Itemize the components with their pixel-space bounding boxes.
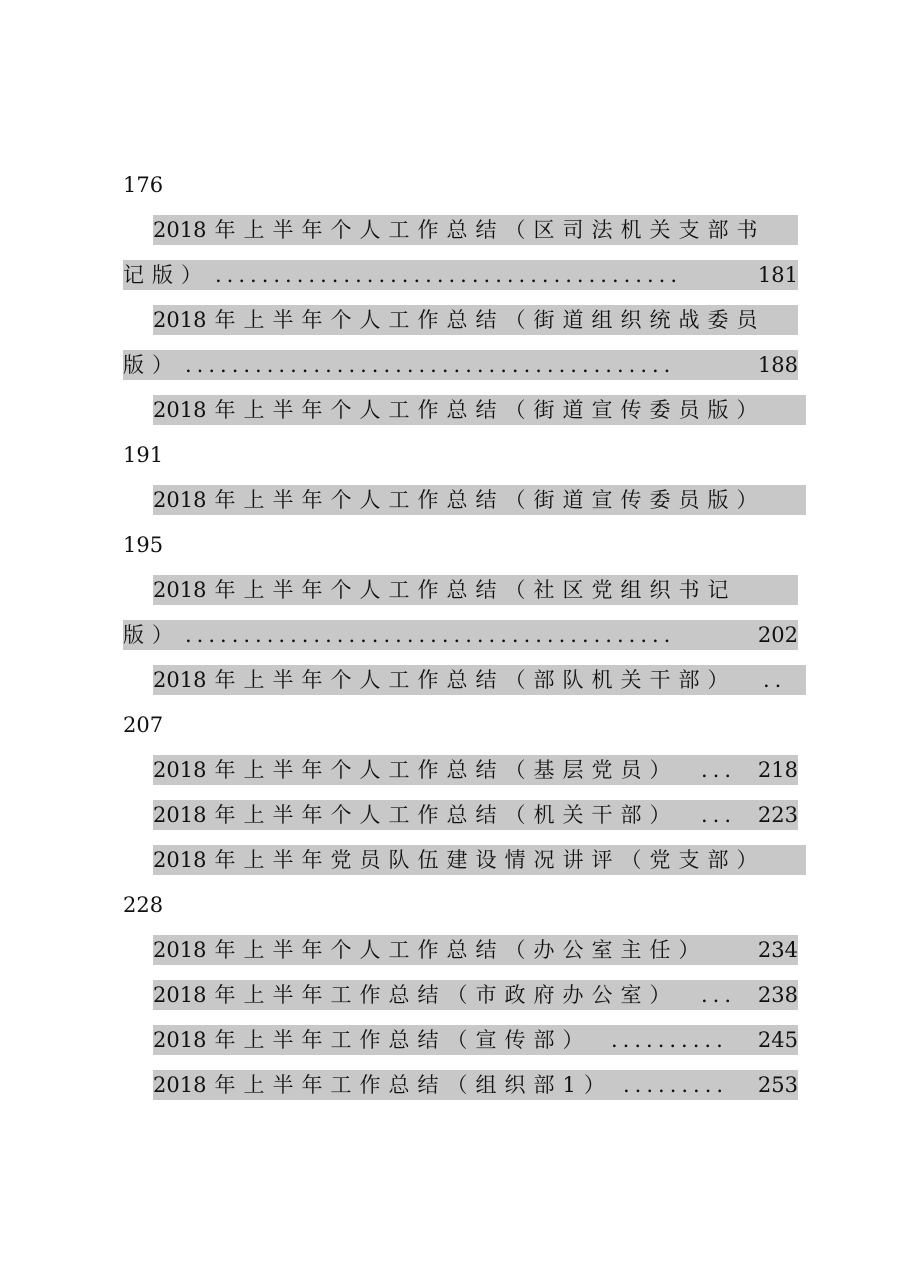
toc-year: 2018 xyxy=(153,758,207,782)
toc-title: 年上半年工作总结（组织部1） xyxy=(214,1073,613,1097)
toc-title: 年上半年个人工作总结（办公室主任） xyxy=(214,938,708,962)
toc-dot-leader: ... xyxy=(701,758,737,782)
toc-page-number: 181 xyxy=(757,263,798,287)
toc-page-number: 253 xyxy=(757,1073,798,1097)
toc-dot-leader: ... xyxy=(701,803,737,827)
toc-year: 2018 xyxy=(153,578,207,602)
toc-title: 年上半年个人工作总结（社区党组织书记 xyxy=(214,578,737,602)
toc-year: 2018 xyxy=(153,398,207,422)
toc-page-number: 228 xyxy=(123,893,164,917)
toc-page-number: 176 xyxy=(123,173,164,197)
toc-entry-continuation-line[interactable] xyxy=(123,260,798,290)
toc-dot-leader: .. xyxy=(763,668,787,692)
toc-entry-title-line[interactable] xyxy=(153,485,806,515)
toc-page-number: 202 xyxy=(757,623,798,647)
toc-entry-line[interactable] xyxy=(153,980,798,1010)
toc-entry-line[interactable] xyxy=(153,935,798,965)
toc-dot-leader: .......................................... xyxy=(185,353,676,377)
toc-title: 年上半年工作总结（宣传部） xyxy=(214,1028,592,1052)
toc-title: 年上半年党员队伍建设情况讲评（党支部） xyxy=(214,848,766,872)
toc-year: 2018 xyxy=(153,488,207,512)
toc-year: 2018 xyxy=(153,218,207,242)
toc-dot-leader: .......................................... xyxy=(185,623,676,647)
toc-year: 2018 xyxy=(153,803,207,827)
toc-year: 2018 xyxy=(153,668,207,692)
toc-entry-line[interactable] xyxy=(153,800,798,830)
toc-year: 2018 xyxy=(153,983,207,1007)
toc-title-continuation: 记版） xyxy=(123,263,210,287)
toc-year: 2018 xyxy=(153,848,207,872)
toc-entry-title-line[interactable] xyxy=(153,215,798,245)
toc-entry-line[interactable] xyxy=(153,1070,798,1100)
toc-year: 2018 xyxy=(153,938,207,962)
toc-page-number: 234 xyxy=(757,938,798,962)
toc-page-number: 218 xyxy=(757,758,798,782)
toc-dot-leader: ......... xyxy=(623,1073,729,1097)
toc-entry-line[interactable] xyxy=(153,755,798,785)
toc-entry-continuation-line[interactable] xyxy=(123,620,798,650)
toc-title: 年上半年个人工作总结（机关干部） xyxy=(214,803,679,827)
toc-page-number: 188 xyxy=(757,353,798,377)
toc-title-continuation: 版） xyxy=(123,353,181,377)
toc-entry-title-line[interactable] xyxy=(153,395,806,425)
toc-page-number: 191 xyxy=(123,443,164,467)
toc-entry-title-line[interactable] xyxy=(153,845,806,875)
toc-entry-title-line[interactable] xyxy=(153,665,806,695)
toc-year: 2018 xyxy=(153,1028,207,1052)
toc-page-number: 207 xyxy=(123,713,164,737)
toc-title: 年上半年个人工作总结（基层党员） xyxy=(214,758,679,782)
toc-title: 年上半年个人工作总结（街道宣传委员版） xyxy=(214,488,766,512)
toc-title: 年上半年个人工作总结（街道宣传委员版） xyxy=(214,398,766,422)
toc-page-number: 195 xyxy=(123,533,164,557)
toc-dot-leader: ........................................ xyxy=(215,263,683,287)
toc-entry-title-line[interactable] xyxy=(153,575,798,605)
toc-title: 年上半年个人工作总结（区司法机关支部书 xyxy=(214,218,766,242)
toc-title: 年上半年工作总结（市政府办公室） xyxy=(214,983,679,1007)
toc-year: 2018 xyxy=(153,308,207,332)
toc-title: 年上半年个人工作总结（部队机关干部） xyxy=(214,668,737,692)
toc-entry-line[interactable] xyxy=(153,1025,798,1055)
toc-entry-title-line[interactable] xyxy=(153,305,798,335)
toc-page-number: 238 xyxy=(757,983,798,1007)
toc-title-continuation: 版） xyxy=(123,623,181,647)
toc-dot-leader: ... xyxy=(701,983,737,1007)
toc-dot-leader: .......... xyxy=(611,1028,728,1052)
toc-title: 年上半年个人工作总结（街道组织统战委员 xyxy=(214,308,766,332)
toc-year: 2018 xyxy=(153,1073,207,1097)
toc-page-number: 223 xyxy=(757,803,798,827)
toc-page-number: 245 xyxy=(757,1028,798,1052)
toc-entry-continuation-line[interactable] xyxy=(123,350,798,380)
